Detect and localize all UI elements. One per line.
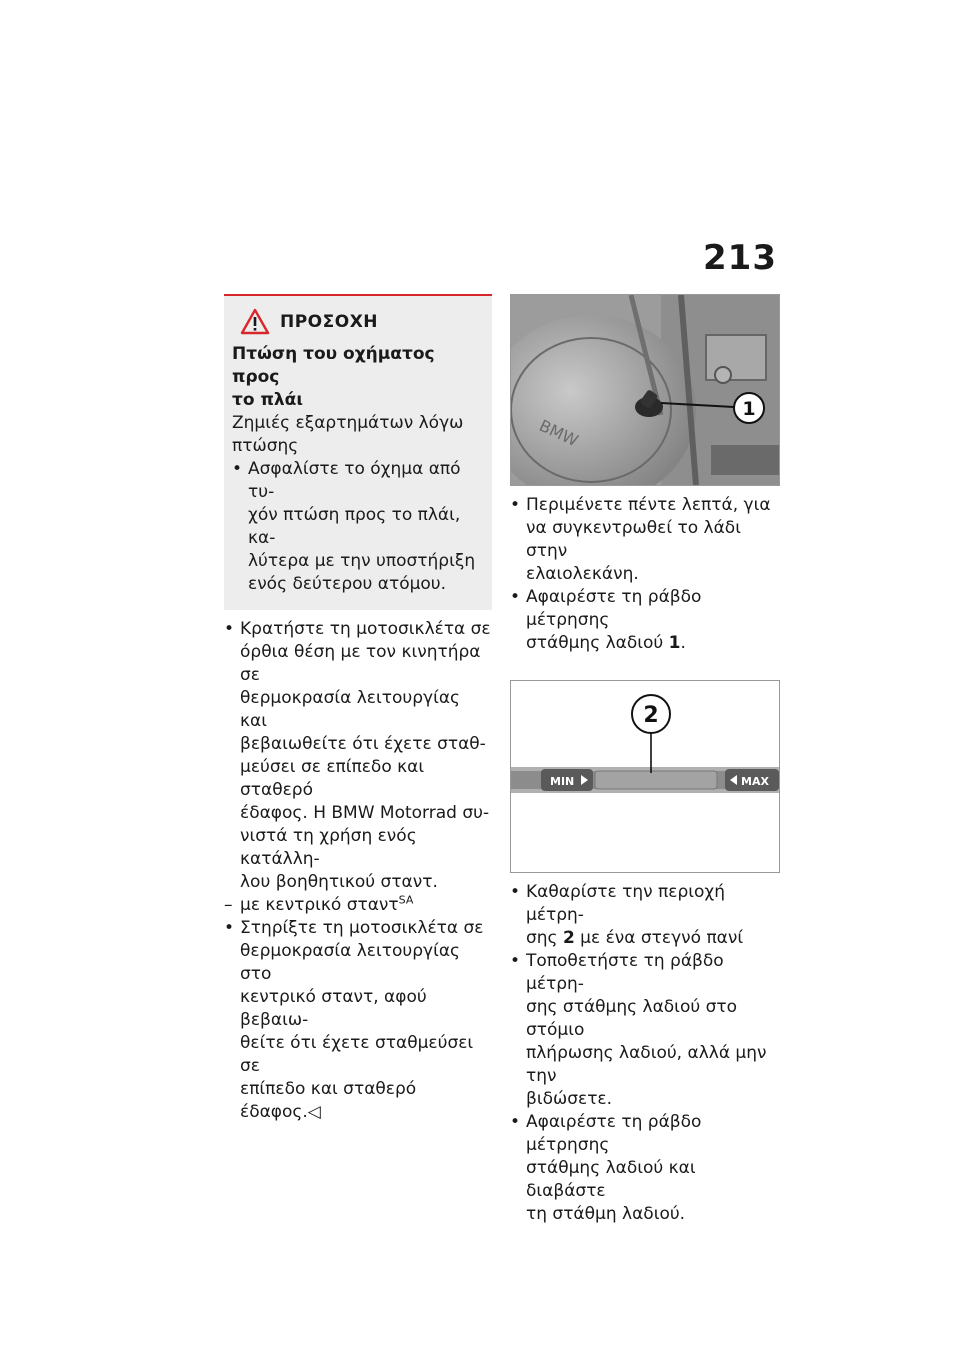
step-line: όρθια θέση με τον κινητήρα σε <box>240 642 481 685</box>
warning-action-line: λύτερα με την υποστήριξη <box>248 551 476 571</box>
ref-number: 1 <box>668 633 681 653</box>
callout-2: 2 <box>643 703 659 728</box>
dipstick-illustration <box>511 681 779 872</box>
step-line: βιδώσετε. <box>526 1089 613 1109</box>
step-end: . <box>680 633 686 653</box>
warning-action-line: χόν πτώση προς το πλάι, κα- <box>248 505 461 548</box>
warning-action <box>232 458 484 596</box>
step-line: τη στάθμη λαδιού. <box>526 1204 686 1224</box>
dash-mark: – <box>224 895 233 915</box>
warning-damage-line: πτώσης <box>232 436 299 456</box>
step-read-level <box>510 1111 780 1226</box>
step-line: Κρατήστε τη μοτοσικλέτα σε <box>240 619 491 639</box>
engine-illustration <box>511 295 779 485</box>
warning-triangle-icon <box>240 308 270 335</box>
step-text: σης <box>526 928 563 948</box>
step-remove-dipstick <box>510 586 780 655</box>
step-line: στάθμης λαδιού και διαβάστε <box>526 1158 696 1201</box>
condition-center-stand <box>224 894 492 917</box>
page-number: 213 <box>703 238 777 278</box>
step-line: σης στάθμης λαδιού στο στόμιο <box>526 997 737 1040</box>
step-line: Αφαιρέστε τη ράβδο μέτρησης <box>526 1112 702 1155</box>
step-line: θείτε ότι έχετε σταθμεύσει σε <box>240 1033 474 1076</box>
step-line: νιστά τη χρήση ενός κατάλλη- <box>240 826 417 869</box>
bullet-mark: • <box>510 495 521 515</box>
warning-subtitle-line: το πλάι <box>232 390 303 410</box>
bullet-mark: • <box>510 1112 521 1132</box>
step-line: κεντρικό σταντ, αφού βεβαιω- <box>240 987 427 1030</box>
step-line: Τοποθετήστε τη ράβδο μέτρη- <box>526 951 724 994</box>
cover-brand: BMW <box>536 415 582 451</box>
warning-title: ΠΡΟΣΟΧΗ <box>280 311 379 332</box>
ref-number: 2 <box>562 928 575 948</box>
step-line: θερμοκρασία λειτουργίας και <box>240 688 461 731</box>
warning-header <box>240 308 484 335</box>
warning-subtitle-line: Πτώση του οχήματος προς <box>232 344 435 387</box>
engine-photo <box>510 294 780 486</box>
bullet-mark: • <box>510 951 521 971</box>
step-line: ελαιολεκάνη. <box>526 564 639 584</box>
bullet-mark: • <box>224 918 235 938</box>
step-line: Περιμένετε πέντε λεπτά, για <box>526 495 771 515</box>
step-line: έδαφος. Η BMW Motorrad συ- <box>240 803 490 823</box>
warning-damage <box>232 412 484 458</box>
warning-box <box>224 294 492 610</box>
step-line: λου βοηθητικού σταντ. <box>240 872 438 892</box>
warning-action-line: Ασφαλίστε το όχημα από τυ- <box>248 459 461 502</box>
dipstick-figure <box>510 680 780 873</box>
bullet-mark: • <box>510 587 521 607</box>
min-label: MIN <box>550 775 575 788</box>
step-line: Στηρίξτε τη μοτοσικλέτα σε <box>240 918 484 938</box>
step-line: μεύσει σε επίπεδο και σταθερό <box>240 757 425 800</box>
step-line: Αφαιρέστε τη ράβδο μέτρησης <box>526 587 702 630</box>
bullet-mark: • <box>232 459 243 479</box>
step-line: θερμοκρασία λειτουργίας στο <box>240 941 461 984</box>
step-wait <box>510 494 780 586</box>
bullet-mark: • <box>510 882 521 902</box>
sa-superscript: SA <box>398 893 414 907</box>
step-line: Καθαρίστε την περιοχή μέτρη- <box>526 882 725 925</box>
step-support-stand <box>224 917 492 1124</box>
warning-action-line: ενός δεύτερου ατόμου. <box>248 574 447 594</box>
step-insert <box>510 950 780 1111</box>
step-clean <box>510 881 780 950</box>
step-text: με ένα στεγνό πανί <box>574 928 744 948</box>
step-text: στάθμης λαδιού <box>526 633 669 653</box>
step-line: πλήρωσης λαδιού, αλλά μην την <box>526 1043 767 1086</box>
left-column <box>224 294 492 1124</box>
step-line <box>526 632 780 655</box>
bullet-mark: • <box>224 619 235 639</box>
step-line: βεβαιωθείτε ότι έχετε σταθ- <box>240 734 486 754</box>
step-line: επίπεδο και σταθερό έδαφος.◁ <box>240 1079 417 1122</box>
step-hold-upright <box>224 618 492 894</box>
right-column <box>510 294 780 1226</box>
step-line <box>526 927 780 950</box>
warning-subtitle <box>232 343 484 412</box>
max-label: MAX <box>741 775 769 788</box>
condition-text: με κεντρικό σταντ <box>240 895 399 915</box>
callout-1: 1 <box>742 398 756 420</box>
warning-damage-line: Ζημιές εξαρτημάτων λόγω <box>232 413 464 433</box>
step-line: να συγκεντρωθεί το λάδι στην <box>526 518 741 561</box>
